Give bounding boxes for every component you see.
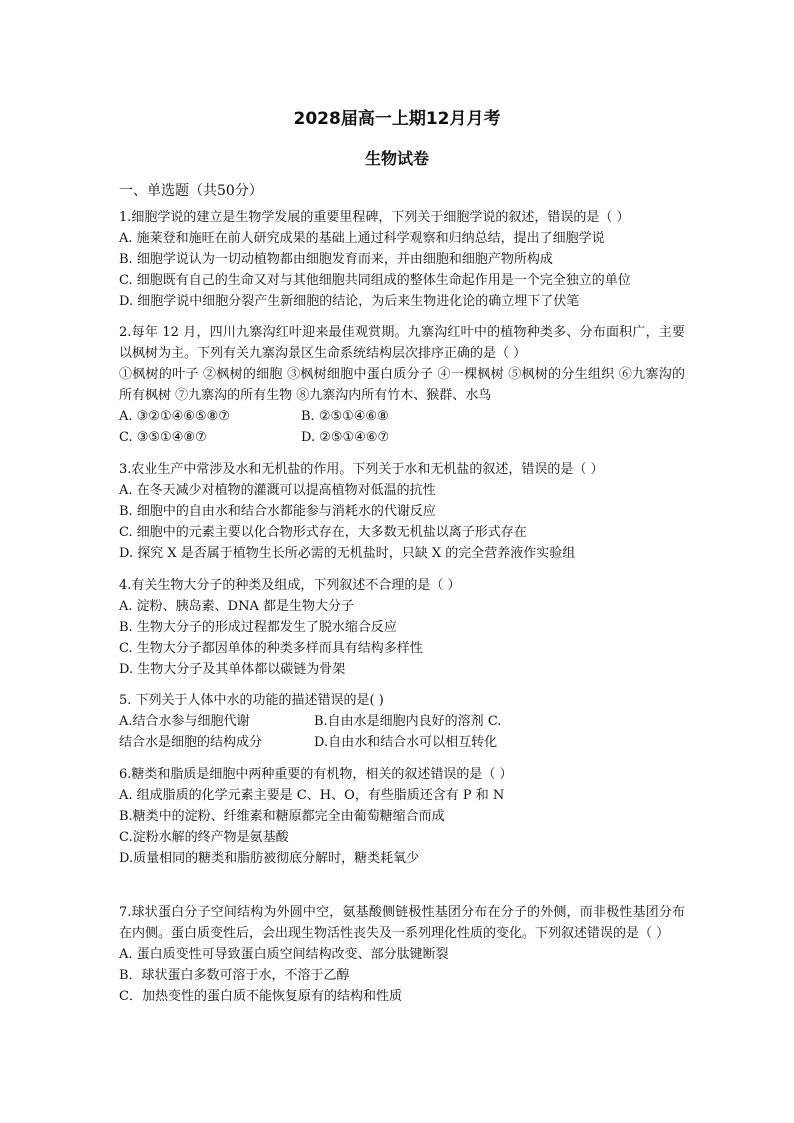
option-a: A. 淀粉、胰岛素、DNA 都是生物大分子 (119, 599, 354, 614)
option-b: B. ②⑤①④⑥⑧ (301, 409, 389, 424)
question-stem: 6.糖类和脂质是细胞中两种重要的有机物，相关的叙述错误的是（ ） (119, 767, 513, 782)
option-a: A. 施莱登和施旺在前人研究成果的基础上通过科学观察和归纳总结，提出了细胞学说 (119, 231, 605, 246)
option-b: B. 细胞学说认为一切动植物都由细胞发育而来，并由细胞和细胞产物所构成 (119, 252, 553, 267)
option-d: D. ②⑤①④⑥⑦ (301, 430, 390, 445)
option-c: C. 生物大分子都因单体的种类多样而具有结构多样性 (119, 641, 423, 656)
option-d: D. 生物大分子及其单体都以碳链为骨架 (119, 662, 346, 677)
option-c: C. ③⑤①④⑧⑦ (119, 430, 207, 445)
option-a: A. 组成脂质的化学元素主要是 C、H、O，有些脂质还含有 P 和 N (119, 788, 505, 803)
option-d: D.自由水和结合水可以相互转化 (314, 735, 498, 750)
option-d: D.质量相同的糖类和脂肪被彻底分解时，糖类耗氧少 (119, 851, 420, 866)
question-stem: 2.每年 12 月，四川九寨沟红叶迎来最佳观赏期。九寨沟红叶中的植物种类多、分布面积广，主要以枫树为主。下列有关九寨沟景区生命系统结构层次排序正确的是（ ） (119, 325, 685, 361)
option-b: B.糖类中的淀粉、纤维素和糖原都完全由葡萄糖缩合而成 (119, 809, 445, 824)
option-a: A.结合水参与细胞代谢 (119, 714, 250, 729)
option-row (119, 732, 685, 753)
exam-subtitle: 生物试卷 (364, 149, 429, 168)
option-a: A. 蛋白质变性可导致蛋白质空间结构改变、部分肽键断裂 (119, 947, 449, 962)
question-stem: 3.农业生产中常涉及水和无机盐的作用。下列关于水和无机盐的叙述，错误的是（ ） (119, 462, 604, 477)
question-1 (119, 207, 685, 312)
section-heading: 一、单选题（共50分） (119, 183, 263, 199)
question-4 (119, 575, 685, 680)
question-stem: 1.细胞学说的建立是生物学发展的重要里程碑，下列关于细胞学说的叙述，错误的是（ ） (119, 210, 630, 225)
option-b: B. 生物大分子的形成过程都发生了脱水缩合反应 (119, 620, 397, 635)
option-a: A. 在冬天减少对植物的灌溉可以提高植物对低温的抗性 (119, 483, 436, 498)
option-a: A. ③②①④⑥⑤⑧⑦ (119, 409, 230, 424)
question-stem: 4.有关生物大分子的种类及组成，下列叙述不合理的是（ ） (119, 578, 461, 593)
option-b: B.自由水是细胞内良好的溶剂 C. (314, 714, 502, 729)
question-stem: 7.球状蛋白分子空间结构为外圆中空，氨基酸侧链极性基团分布在分子的外侧，而非极性基团分布在内侧。蛋白质变性后，会出现生物活性丧失及一系列理化性质的变化。下列叙述错误的是（ ） (119, 905, 685, 941)
option-b: B. 细胞中的自由水和结合水都能参与消耗水的代谢反应 (119, 504, 436, 519)
option-d: D. 细胞学说中细胞分裂产生新细胞的结论，为后来生物进化论的确立埋下了伏笔 (119, 294, 580, 309)
question-7 (119, 902, 685, 1007)
option-row (119, 711, 685, 732)
option-c: C. 细胞既有自己的生命又对与其他细胞共同组成的整体生命起作用是一个完全独立的单位 (119, 273, 631, 288)
option-c: C.淀粉水解的终产物是氨基酸 (119, 830, 289, 845)
option-row (119, 427, 685, 448)
question-stem: 5. 下列关于人体中水的功能的描述错误的是( ) (119, 693, 384, 708)
option-row (119, 406, 685, 427)
option-c: C. 细胞中的元素主要以化合物形式存在，大多数无机盐以离子形式存在 (119, 525, 527, 540)
question-2 (119, 322, 685, 448)
exam-title: 2028届高一上期12月月考 (293, 109, 501, 129)
option-c: C．加热变性的蛋白质不能恢复原有的结构和性质 (119, 989, 402, 1004)
option-d: D. 探究 X 是否属于植物生长所必需的无机盐时，只缺 X 的完全营养液作实验组 (119, 546, 576, 561)
question-6 (119, 764, 685, 869)
question-5 (119, 690, 685, 753)
option-b: B．球状蛋白多数可溶于水，不溶于乙醇 (119, 968, 350, 983)
question-list: ①枫树的叶子 ②枫树的细胞 ③枫树细胞中蛋白质分子 ④一棵枫树 ⑤枫树的分生组织 ⑥九寨沟的所有枫树 ⑦九寨沟的所有生物 ⑧九寨沟内所有竹木、猴群、水鸟 (119, 367, 685, 403)
question-3 (119, 459, 685, 564)
option-c: 结合水是细胞的结构成分 (119, 735, 263, 750)
